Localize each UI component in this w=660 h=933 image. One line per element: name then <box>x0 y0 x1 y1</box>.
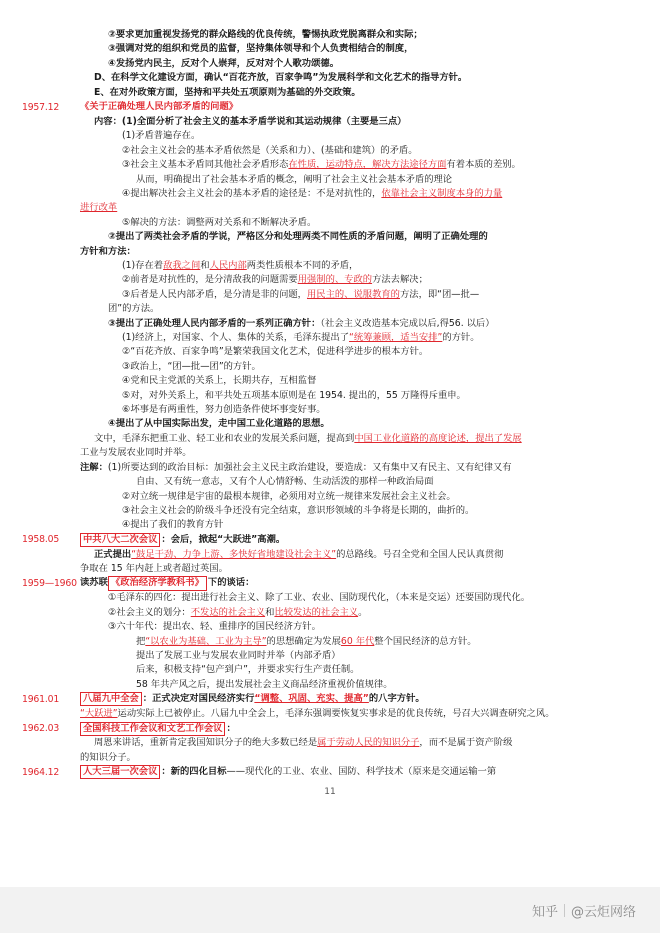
text-segment: 敌我之间 <box>163 260 201 271</box>
text-segment: 。 <box>358 606 368 618</box>
text-segment: 依靠社会主义制度本身的力量 <box>381 187 503 199</box>
watermark-brand <box>532 901 636 920</box>
line-text <box>80 230 638 244</box>
line-text <box>80 692 638 706</box>
line-date-label <box>22 751 80 752</box>
text-segment: 读苏联 <box>80 577 108 589</box>
text-segment: ： <box>161 766 171 778</box>
text-segment: 用强制的、专政的 <box>297 274 373 286</box>
line-date-label <box>22 245 80 246</box>
document-line <box>22 158 638 172</box>
line-text <box>80 649 638 663</box>
document-line <box>22 722 638 737</box>
document-line <box>22 216 638 230</box>
line-date-label <box>22 360 80 361</box>
line-text <box>80 259 638 273</box>
text-segment: ①毛泽东的四化：提出进行社会主义、除了工业、农业、国防现代化，（本来是交运）还要国防现代化。 <box>108 592 531 604</box>
line-date-label <box>22 28 80 29</box>
line-text <box>80 475 638 489</box>
text-segment: 方针和方法： <box>80 245 136 257</box>
text-segment: ③社会主义基本矛盾同其他社会矛盾形态 <box>122 159 289 171</box>
document-line <box>22 461 638 475</box>
line-text <box>80 490 638 504</box>
line-text <box>80 345 638 359</box>
line-date-label <box>22 259 80 260</box>
line-text <box>80 331 638 345</box>
document-line <box>22 663 638 677</box>
text-segment: 属于劳动人民的知识分子 <box>317 737 420 749</box>
line-date-label <box>22 345 80 346</box>
text-segment: ： <box>226 722 236 734</box>
line-date-label <box>22 562 80 563</box>
line-date-label <box>22 707 80 708</box>
text-segment: ③政治上，“团—批—团”的方针。 <box>122 360 261 372</box>
text-segment: 工业与发展农业同时并举。 <box>80 447 192 459</box>
text-segment: “以农业为基础、工业为主导” <box>145 635 267 647</box>
text-segment: 两类性质根本不同的矛盾， <box>246 260 359 271</box>
line-date-label <box>22 302 80 303</box>
document-line <box>22 187 638 201</box>
line-text <box>80 42 638 56</box>
document-body <box>22 28 638 780</box>
line-date-label <box>22 201 80 202</box>
line-date-label <box>22 606 80 607</box>
document-line <box>22 475 638 489</box>
text-segment: 内容： <box>94 115 122 127</box>
document-line <box>22 302 638 316</box>
line-date-label <box>22 42 80 43</box>
text-segment: ④发扬党内民主，反对个人崇拜，反对对个人歌功颂德。 <box>108 57 339 69</box>
document-line <box>22 751 638 765</box>
line-date-label <box>22 432 80 433</box>
text-segment: “鼓足干劲、力争上游、多快好省地建设社会主义” <box>131 548 337 560</box>
text-segment: 和 <box>200 260 210 271</box>
line-text <box>80 389 638 403</box>
zhihu-logo: 知乎 <box>531 904 558 920</box>
text-segment: 新的四化目标 <box>170 766 227 778</box>
text-segment: ④提出了我们的教育方针 <box>122 519 224 531</box>
line-text <box>80 635 638 649</box>
text-segment: ⑤对，对外关系上，和平共处五项基本原则是在 1954. 提出的，55 万隆得斥重申。 <box>122 389 466 401</box>
watermark-footer <box>0 887 660 933</box>
line-date-label <box>22 446 80 447</box>
text-segment: 在性质，运动特点，解决方法途径方面 <box>288 159 447 171</box>
text-segment: 周恩来讲话，重新肯定我国知识分子的绝大多数已经是 <box>94 737 318 749</box>
line-date-label <box>22 389 80 390</box>
text-segment: ②“百花齐放、百家争鸣”是繁荣我国文化艺术，促进科学进步的根本方针。 <box>122 346 429 358</box>
text-segment: (1)经济上，对国家、个人、集体的关系，毛泽东提出了 <box>122 332 349 344</box>
text-segment: 团”的方法。 <box>108 303 160 315</box>
document-line <box>22 518 638 532</box>
line-date-label <box>22 288 80 289</box>
line-date-label <box>22 230 80 231</box>
line-text <box>80 751 638 765</box>
line-date-label <box>22 649 80 650</box>
line-text <box>80 736 638 750</box>
document-line <box>22 403 638 417</box>
document-line <box>22 707 638 721</box>
line-text <box>80 57 638 71</box>
line-text <box>80 591 638 605</box>
line-text <box>80 533 638 547</box>
line-date-label <box>22 736 80 737</box>
document-line <box>22 100 638 115</box>
document-line <box>22 57 638 71</box>
text-segment: 中共八大二次会议 <box>80 533 160 547</box>
text-segment: 文中，毛泽东把重工业、轻工业和农业的发展关系问题，提高到 <box>94 432 355 444</box>
text-segment: 方法去解决； <box>372 274 428 286</box>
text-segment: 的方针。 <box>442 332 480 344</box>
document-line <box>22 331 638 345</box>
text-segment: ，而不是属于资产阶级 <box>419 737 513 749</box>
text-segment: 人大三届一次会议 <box>80 765 160 779</box>
text-segment: ②提出了两类社会矛盾的学说，严格区分和处理两类不同性质的矛盾问题，阐明了正确处理的 <box>108 231 488 243</box>
line-date-label <box>22 331 80 332</box>
text-segment: ——现代化的工业、农业、国防、科学技术（原来是交通运输一第 <box>226 766 497 778</box>
text-segment: 提出了发展工业与发展农业同时并举（内部矛盾） <box>136 649 341 661</box>
text-segment: ⑥坏事是有两重性，努力创造条件使坏事变好事。 <box>122 404 326 416</box>
document-line <box>22 678 638 692</box>
text-segment: ③六十年代：提出农、轻、重排序的国民经济方针。 <box>108 621 321 633</box>
line-text <box>80 417 638 431</box>
document-line <box>22 230 638 244</box>
document-line <box>22 490 638 504</box>
document-line <box>22 620 638 634</box>
text-segment: ④党和民主党派的关系上，长期共存，互相监督 <box>122 375 317 387</box>
line-text <box>80 187 638 201</box>
text-segment: 用民主的、说服教育的 <box>306 288 400 300</box>
text-segment: 比较发达的社会主义 <box>274 606 359 618</box>
text-segment: 下的谈话： <box>207 577 255 589</box>
text-segment: ②对立统一规律是宇宙的最根本规律，必须用对立统一规律来发展社会主义社会。 <box>122 490 456 502</box>
document-line <box>22 533 638 548</box>
text-segment: ⑤解决的方法：调整两对关系和不断解决矛盾。 <box>122 216 317 228</box>
document-line <box>22 504 638 518</box>
line-text <box>80 158 638 172</box>
line-date-label <box>22 678 80 679</box>
text-segment: 后来，积极支持“包产到户”，并要求实行生产责任制。 <box>136 664 360 676</box>
text-segment: 自由、又有统一意志，又有个人心情舒畅、生动活泼的那样一种政治局面 <box>136 476 434 488</box>
text-segment: ③提出了正确处理人民内部矛盾的一系列正确方针： <box>108 317 321 329</box>
line-text <box>80 360 638 374</box>
line-text <box>80 606 638 620</box>
line-date-label: 1957.12 <box>22 101 60 113</box>
document-line <box>22 446 638 460</box>
text-segment: 整个国民经济的总方针。 <box>374 635 477 647</box>
line-text <box>80 374 638 388</box>
line-date-label <box>22 417 80 418</box>
text-segment: 八届九中全会 <box>80 692 142 706</box>
line-date-label <box>22 115 80 116</box>
document-line <box>22 42 638 56</box>
text-segment: 正式提出 <box>94 548 132 560</box>
text-segment: 全国科技工作会议和文艺工作会议 <box>80 722 225 736</box>
text-segment: ④提出了从中国实际出发，走中国工业化道路的思想。 <box>108 418 330 430</box>
document-line <box>22 360 638 374</box>
document-line <box>22 173 638 187</box>
line-date-label <box>22 129 80 130</box>
text-segment: ②社会主义社会的基本矛盾依然是（关系和力）、(基础和建筑）的矛盾。 <box>122 144 418 156</box>
text-segment: ③强调对党的组织和党员的监督，坚持集体领导和个人负责相结合的制度， <box>108 43 414 55</box>
text-segment: 从而，明确提出了社会基本矛盾的概念，阐明了社会主义社会基本矛盾的理论 <box>136 173 453 185</box>
line-text <box>80 216 638 230</box>
text-segment: 不发达的社会主义 <box>190 606 266 618</box>
text-segment: (1)所要达到的政治目标：加强社会主义民主政治建设，要造成：又有集中又有民主、又有纪律又有 <box>107 461 512 473</box>
line-text <box>80 548 638 562</box>
line-text <box>80 678 638 692</box>
text-segment: 的思想确定为发展 <box>266 635 341 647</box>
document-line <box>22 765 638 780</box>
line-date-label: 1964.12 <box>22 766 60 778</box>
document-line <box>22 606 638 620</box>
line-date-label <box>22 216 80 217</box>
line-text <box>80 317 638 331</box>
line-date-label: 1958.05 <box>22 534 60 546</box>
document-line <box>22 635 638 649</box>
line-text <box>80 201 638 215</box>
text-segment: ②前者是对抗性的，是分清敌我的问题需要 <box>122 274 298 286</box>
line-text <box>80 518 638 532</box>
document-line <box>22 317 638 331</box>
line-date-label <box>22 620 80 621</box>
line-text <box>80 722 638 736</box>
line-text <box>80 273 638 287</box>
text-segment: “调整、巩固、充实、提高” <box>254 693 369 705</box>
text-segment: 的总路线。号召全党和全国人民认真贯彻 <box>336 548 504 560</box>
line-date-label <box>22 57 80 58</box>
document-line <box>22 649 638 663</box>
document-line <box>22 28 638 42</box>
line-date-label <box>22 317 80 318</box>
text-segment: 把 <box>136 635 146 647</box>
text-segment: 运动实际上已被停止。 <box>117 708 211 720</box>
text-segment: (1)矛盾普遍存在。 <box>122 130 201 142</box>
line-date-label: 1962.03 <box>22 723 60 734</box>
line-text <box>80 576 638 590</box>
text-segment: 《政治经济学教科书》 <box>108 576 207 590</box>
document-line <box>22 345 638 359</box>
document-line <box>22 273 638 287</box>
text-segment: 八届九中全会上，毛泽东强调要恢复实事求是的优良传统，号召大兴调查研究之风。 <box>210 708 555 720</box>
text-segment: (1)存在着 <box>122 260 164 271</box>
line-date-label <box>22 273 80 274</box>
text-segment: 58 年共产风之后，提出发展社会主义商品经济重视价值规律。 <box>136 678 393 690</box>
document-line <box>22 736 638 750</box>
line-date-label <box>22 173 80 174</box>
line-date-label <box>22 144 80 145</box>
line-text <box>80 100 638 114</box>
line-date-label <box>22 490 80 491</box>
line-text <box>80 461 638 475</box>
document-line <box>22 432 638 446</box>
text-segment: 《关于正确处理人民内部矛盾的问题》 <box>80 101 239 113</box>
document-line <box>22 548 638 562</box>
text-segment: ④提出解决社会主义社会的基本矛盾的途径是：不是对抗性的， <box>122 187 382 199</box>
document-line <box>22 576 638 591</box>
text-segment: ②要求更加重视发扬党的群众路线的优良传统，警惕执政党脱离群众和实际； <box>108 29 423 40</box>
line-date-label <box>22 548 80 549</box>
text-segment: 和 <box>265 606 275 618</box>
document-line <box>22 144 638 158</box>
line-text <box>80 663 638 677</box>
divider <box>564 904 565 917</box>
line-date-label <box>22 187 80 188</box>
document-line <box>22 129 638 143</box>
line-date-label <box>22 518 80 519</box>
document-line <box>22 86 638 100</box>
document-line <box>22 115 638 129</box>
line-date-label <box>22 86 80 87</box>
text-segment: 注解： <box>80 461 108 473</box>
document-line <box>22 374 638 388</box>
line-text <box>80 115 638 129</box>
text-segment: 的八字方针。 <box>368 693 425 705</box>
text-segment: “大跃进” <box>80 708 118 720</box>
line-date-label <box>22 475 80 476</box>
text-segment: ：会后，掀起“大跃进”高潮。 <box>161 533 286 545</box>
document-line <box>22 201 638 215</box>
line-text <box>80 144 638 158</box>
document-line <box>22 245 638 259</box>
line-text <box>80 129 638 143</box>
line-text <box>80 28 638 42</box>
line-text <box>80 288 638 302</box>
text-segment: （社会主义改造基本完成以后,得56. 以后） <box>320 317 495 329</box>
line-date-label: 1961.01 <box>22 693 60 705</box>
text-segment: ③后者是人民内部矛盾，是分清是非的问题， <box>122 288 307 300</box>
line-date-label <box>22 403 80 404</box>
line-date-label <box>22 71 80 72</box>
text-segment: 人民内部 <box>209 260 247 271</box>
document-line <box>22 562 638 576</box>
line-date-label <box>22 635 80 636</box>
document-line <box>22 288 638 302</box>
document-line <box>22 71 638 85</box>
line-text <box>80 765 638 779</box>
text-segment: ：正式决定对国民经济实行 <box>142 693 255 705</box>
document-line <box>22 692 638 707</box>
line-date-label <box>22 374 80 375</box>
text-segment: D、在科学文化建设方面，确认“百花齐放，百家争鸣”为发展科学和文化艺术的指导方针。 <box>94 72 468 84</box>
line-text <box>80 620 638 634</box>
line-date-label <box>22 504 80 505</box>
text-segment: 中国工业化道路的高度论述，提出了发展 <box>354 432 522 444</box>
line-text <box>80 245 638 259</box>
document-line <box>22 259 638 273</box>
text-segment: 60 年代 <box>340 635 375 647</box>
line-text <box>80 562 638 576</box>
line-text <box>80 504 638 518</box>
line-text <box>80 446 638 460</box>
text-segment: (1)全面分析了社会主义的基本矛盾学说和其运动规律（主要是三点） <box>121 115 407 127</box>
line-text <box>80 403 638 417</box>
line-text <box>80 707 638 721</box>
text-segment: ③社会主义社会的阶级斗争还没有完全结束，意识形领域的斗争将是长期的，曲折的。 <box>122 504 475 516</box>
text-segment: 进行改革 <box>80 202 118 214</box>
line-text <box>80 71 638 85</box>
text-segment: ②社会主义的划分： <box>108 606 191 618</box>
text-segment: E、在对外政策方面，坚持和平共处五项原则为基础的外交政策。 <box>94 86 361 98</box>
document-line <box>22 591 638 605</box>
text-segment: 有着本质的差别。 <box>446 159 521 171</box>
text-segment: 的知识分子。 <box>80 751 136 763</box>
line-date-label <box>22 461 80 462</box>
line-date-label <box>22 663 80 664</box>
text-segment: “统筹兼顾，适当安排” <box>349 332 443 344</box>
line-text <box>80 302 638 316</box>
line-text <box>80 432 638 446</box>
line-text <box>80 173 638 187</box>
document-line <box>22 389 638 403</box>
line-date-label <box>22 158 80 159</box>
line-date-label <box>22 591 80 592</box>
line-text <box>80 86 638 100</box>
text-segment: 方法，即“团—批— <box>399 288 480 300</box>
page-number: 11 <box>324 787 336 798</box>
watermark-account: @云炬网络 <box>570 904 636 920</box>
text-segment: 争取在 15 年内赶上或者超过英国。 <box>80 563 228 575</box>
document-line <box>22 417 638 431</box>
line-date-label: 1959—1960 <box>22 577 77 589</box>
